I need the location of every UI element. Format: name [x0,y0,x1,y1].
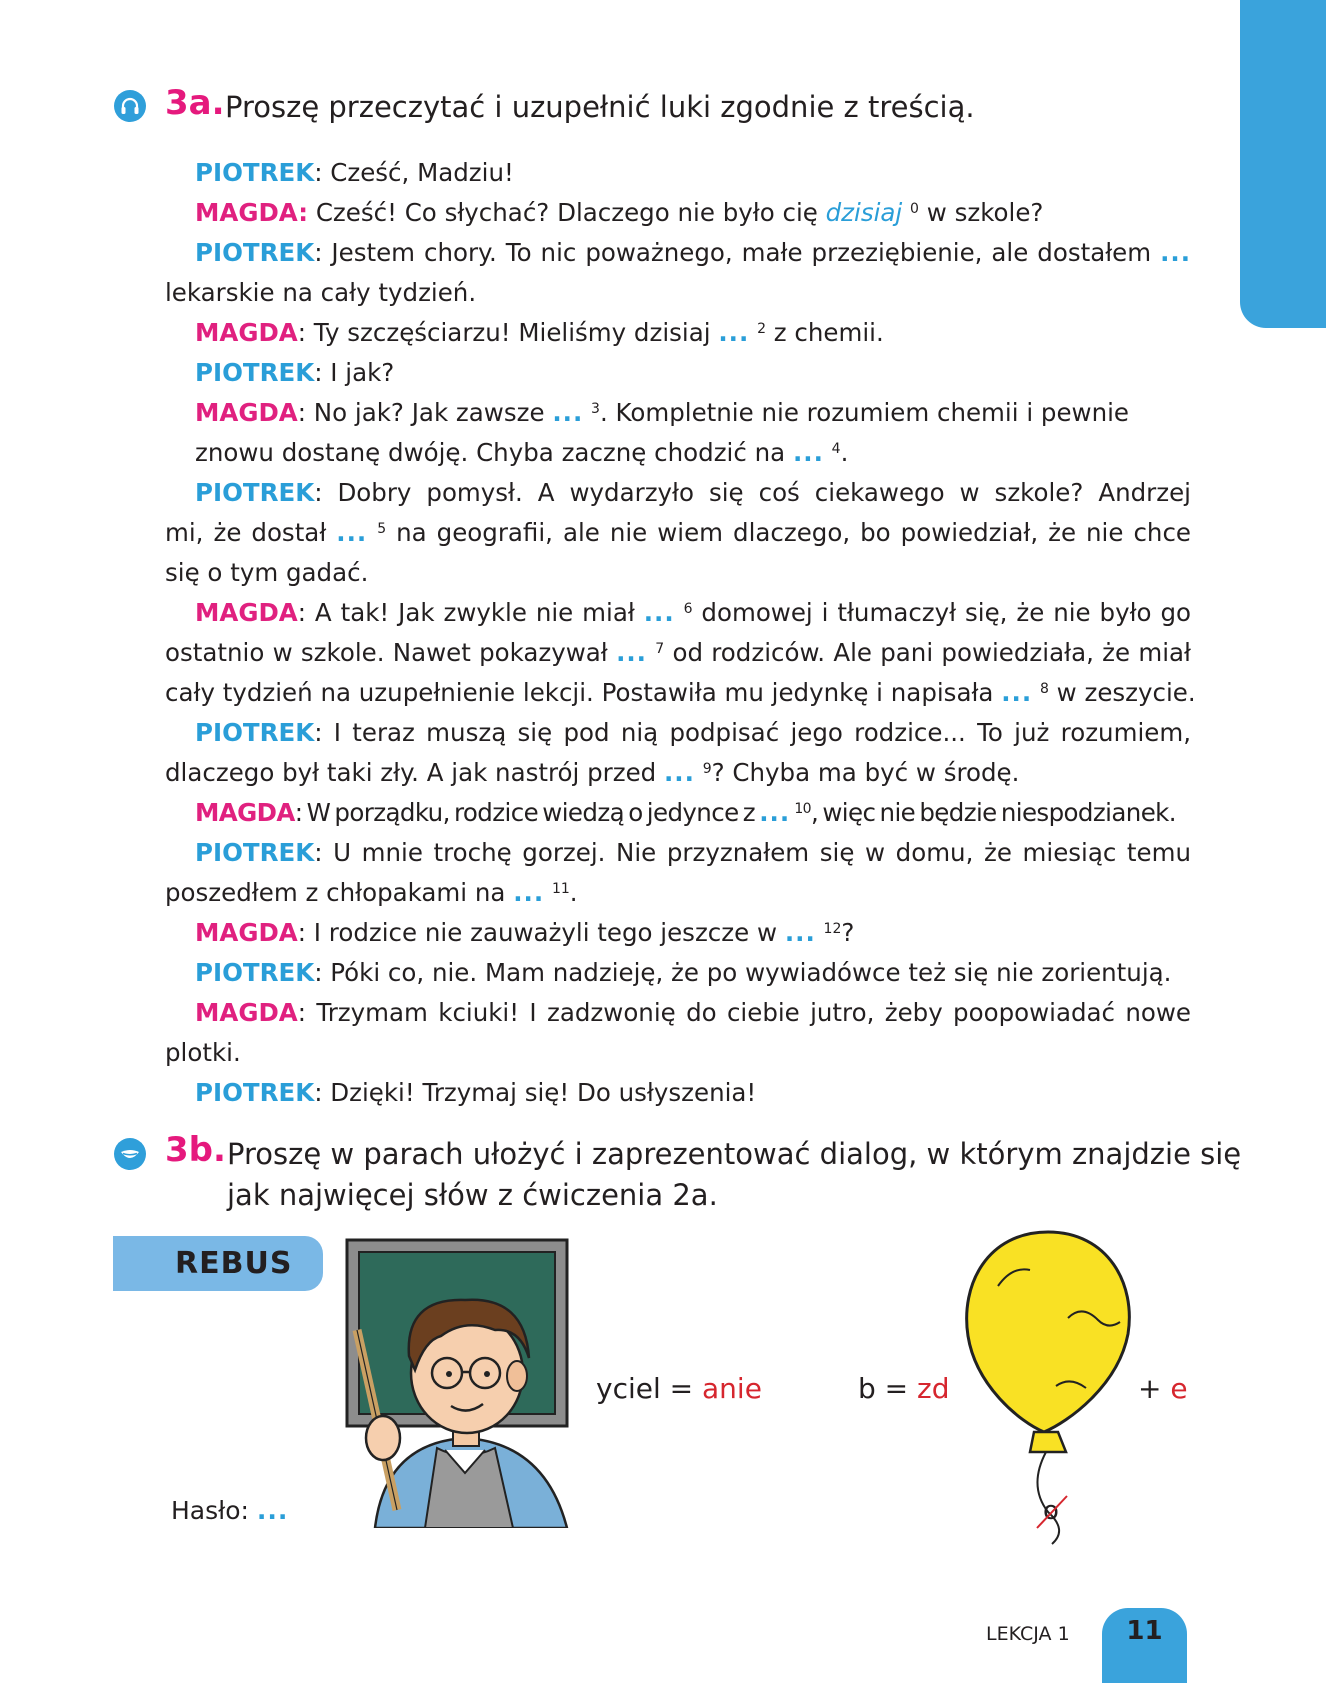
dialog-text-segment: Dobry pomysł. A wydarzyło się coś ciekawego w szkole? Andrzej [337,478,1191,507]
dialog-line [165,553,1191,593]
speaker-separator: : [314,238,332,267]
dialog-line [165,833,1191,873]
dialog-line [165,593,1191,633]
gap-number: 7 [655,641,665,657]
gap-blank: ... [759,798,791,827]
dialog-text-segment: plotki. [165,1038,241,1067]
rebus-part-3 [1138,1372,1188,1405]
dialog-text-segment: na geografii, ale nie wiem dlaczego, bo powiedział, że nie chce [396,518,1191,547]
dialog-text-segment: No jak? Jak zawsze [313,398,553,427]
dialog-line [165,153,1191,193]
gap-number: 11 [551,881,570,897]
speaker-name: MAGDA [195,398,298,427]
speaker-name: MAGDA [195,318,298,347]
haslo-label: Hasło: [171,1496,257,1525]
dialog-line [165,673,1196,713]
gap-blank: ... [513,878,545,907]
speaker-separator [308,198,316,227]
gap-blank: ... [663,758,695,787]
speaker-separator: : [314,718,334,747]
gap-blank: ... [1160,238,1191,267]
page-number: 11 [1126,1616,1163,1646]
rebus-part-2-to: zd [917,1372,950,1405]
speaker-name: PIOTREK [195,1078,315,1107]
speaker-name: MAGDA [195,598,298,627]
dialog-text-segment: Trzymam kciuki! I zadzwonię do ciebie jutro, żeby poopowiadać nowe [316,998,1191,1027]
dialog-line [165,1073,1191,1113]
dialog-text-segment: . Kompletnie nie rozumiem chemii i pewnie [599,398,1129,427]
gap-number: 9 [702,761,712,777]
dialog-text-segment: cały tydzień na uzupełnienie lekcji. Postawiła mu jedynkę i napisała [165,678,1002,707]
dialog-line [165,473,1191,513]
dialog-line [165,513,1191,553]
speaker-separator: : [294,798,307,827]
dialog-text-segment: Dzięki! Trzymaj się! Do usłyszenia! [330,1078,757,1107]
speaker-separator: : [314,478,338,507]
rebus-tag-label: REBUS [175,1246,293,1281]
dialog-text-segment: I jak? [330,358,395,387]
dialog-text-segment: dlaczego był taki zły. A jak nastrój przed [165,758,664,787]
dialog-text-segment: Cześć, Madziu! [330,158,514,187]
side-color-tab [1240,0,1326,328]
dialog-line [165,713,1191,753]
dialog-text-segment: I rodzice nie zauważyli tego jeszcze w [313,918,785,947]
haslo [171,1496,288,1525]
dialog-line [165,233,1191,273]
dialog-text-segment: lekarskie na cały tydzień. [165,278,477,307]
dialog-text-segment: Ty szczęściarzu! Mieliśmy dzisiaj [313,318,719,347]
rebus-crossed-letter [1043,1496,1059,1526]
gap-number: 3 [591,401,600,417]
dialog-line [165,273,1191,313]
strike-line [1035,1494,1069,1530]
gap-blank: ... [336,518,368,547]
exercise-number: 3a. [165,83,225,123]
teacher-illustration [345,1238,585,1528]
gap-number: 2 [757,321,766,337]
example-answer: dzisiaj [825,198,903,227]
dialog-text-segment: U mnie trochę gorzej. Nie przyznałem się w domu, że miesiąc temu [333,838,1191,867]
dialog-text-segment: się o tym gadać. [165,558,369,587]
speaker-name: MAGDA: [195,198,309,227]
exercise-instruction-line-2: jak najwięcej słów z ćwiczenia 2a. [227,1178,718,1212]
dialog-line [165,873,1191,913]
dialog-text-segment: I teraz muszą się pod nią podpisać jego rodzice... To już rozumiem, [333,718,1191,747]
speaker-name: MAGDA [195,918,298,947]
dialog-text-segment: Cześć! Co słychać? Dlaczego nie było cię [315,198,826,227]
speaking-mouth-icon [114,1138,146,1170]
rebus-part-1-to: anie [702,1372,762,1405]
dialog-text-segment: . [840,438,849,467]
speaker-separator: : [297,998,317,1027]
speaker-separator: : [314,1078,331,1107]
speaker-name: PIOTREK [195,718,315,747]
gap-blank: ... [552,398,584,427]
gap-number: 12 [823,921,842,937]
crossed-letter: o [1043,1496,1059,1526]
rebus-part-3-plus: + [1138,1372,1171,1405]
exercise-instruction: Proszę przeczytać i uzupełnić luki zgodnie z treścią. [225,90,975,124]
exercise-instruction-line-1: Proszę w parach ułożyć i zaprezentować dialog, w którym znajdzie się [227,1137,1242,1171]
gap-blank: ... [784,918,816,947]
speaker-name: PIOTREK [195,838,315,867]
rebus-part-3-letter: e [1170,1372,1188,1405]
speaker-name: PIOTREK [195,478,315,507]
dialog-text-segment: , więc nie będzie niespodzianek. [810,798,1176,827]
dialog-text-segment: w szkole? [918,198,1044,227]
gap-number: 5 [377,521,387,537]
speaker-separator: : [314,358,331,387]
page-number-tab [1102,1608,1187,1683]
dialog-text-segment: mi, że dostał [165,518,337,547]
dialog-line [165,193,1191,233]
gap-number: 4 [831,441,841,457]
gap-blank: ... [1001,678,1033,707]
speaker-separator: : [297,598,315,627]
speaker-separator: : [314,158,331,187]
dialog-line [165,633,1191,673]
dialog-line [165,993,1191,1033]
dialog-line [165,913,1191,953]
dialog-text-segment: z chemii. [765,318,884,347]
haslo-gap: ... [256,1496,289,1525]
dialog-line [165,313,1191,353]
speaker-name: MAGDA [195,798,295,827]
rebus-part-2 [858,1372,950,1405]
speaker-separator: : [297,918,314,947]
rebus-part-1-from: yciel = [596,1372,703,1405]
rebus-tag [113,1236,323,1291]
speaker-name: PIOTREK [195,358,315,387]
dialog-line [165,953,1191,993]
dialog-line [165,1033,1191,1073]
dialog-text-segment: w zeszycie. [1048,678,1196,707]
lesson-label: LEKCJA 1 [986,1623,1070,1645]
speaker-separator: : [314,838,334,867]
dialog-text-segment: ? Chyba ma być w środę. [711,758,1020,787]
gap-number: 8 [1039,681,1049,697]
speaker-separator: : [314,958,331,987]
gap-blank: ... [718,318,750,347]
dialog-text-segment: ? [841,918,855,947]
dialog-text-segment: Jestem chory. To nic poważnego, małe przeziębienie, ale dostałem [331,238,1161,267]
gap-number: 6 [683,601,693,617]
dialog-line [165,793,1191,833]
dialog-line [165,753,1191,793]
dialog-text-segment: od rodziców. Ale pani powiedziała, że miał [664,638,1191,667]
speaker-name: MAGDA [195,998,298,1027]
speaker-separator: : [297,398,314,427]
speaker-name: PIOTREK [195,958,315,987]
speaker-name: PIOTREK [195,238,315,267]
dialog-text-segment: ostatnio w szkole. Nawet pokazywał [165,638,617,667]
rebus-part-1 [596,1372,762,1405]
gap-number: 0 [910,201,919,217]
dialog-text-segment: domowej i tłumaczył się, że nie było go [692,598,1191,627]
dialog-text-segment: poszedłem z chłopakami na [165,878,514,907]
speaker-name: PIOTREK [195,158,315,187]
dialog-text-segment: znowu dostanę dwóję. Chyba zacznę chodzić na [195,438,793,467]
speaker-separator: : [297,318,314,347]
dialog-text [165,153,1196,1113]
rebus-part-2-from: b = [858,1372,918,1405]
dialog-line [165,353,1191,393]
dialog-text-segment: . [569,878,578,907]
gap-blank: ... [616,638,647,667]
gap-number: 10 [794,801,811,817]
dialog-line [165,393,1191,433]
dialog-text-segment: W porządku, rodzice wiedzą o jedynce z [306,798,760,827]
dialog-text-segment: A tak! Jak zwykle nie miał [314,598,644,627]
dialog-line [165,433,1191,473]
headphones-icon [114,90,146,122]
exercise-number: 3b. [165,1130,226,1170]
dialog-text-segment: Póki co, nie. Mam nadzieję, że po wywiadówce też się nie zorientują. [330,958,1172,987]
gap-blank: ... [643,598,675,627]
gap-blank: ... [792,438,824,467]
